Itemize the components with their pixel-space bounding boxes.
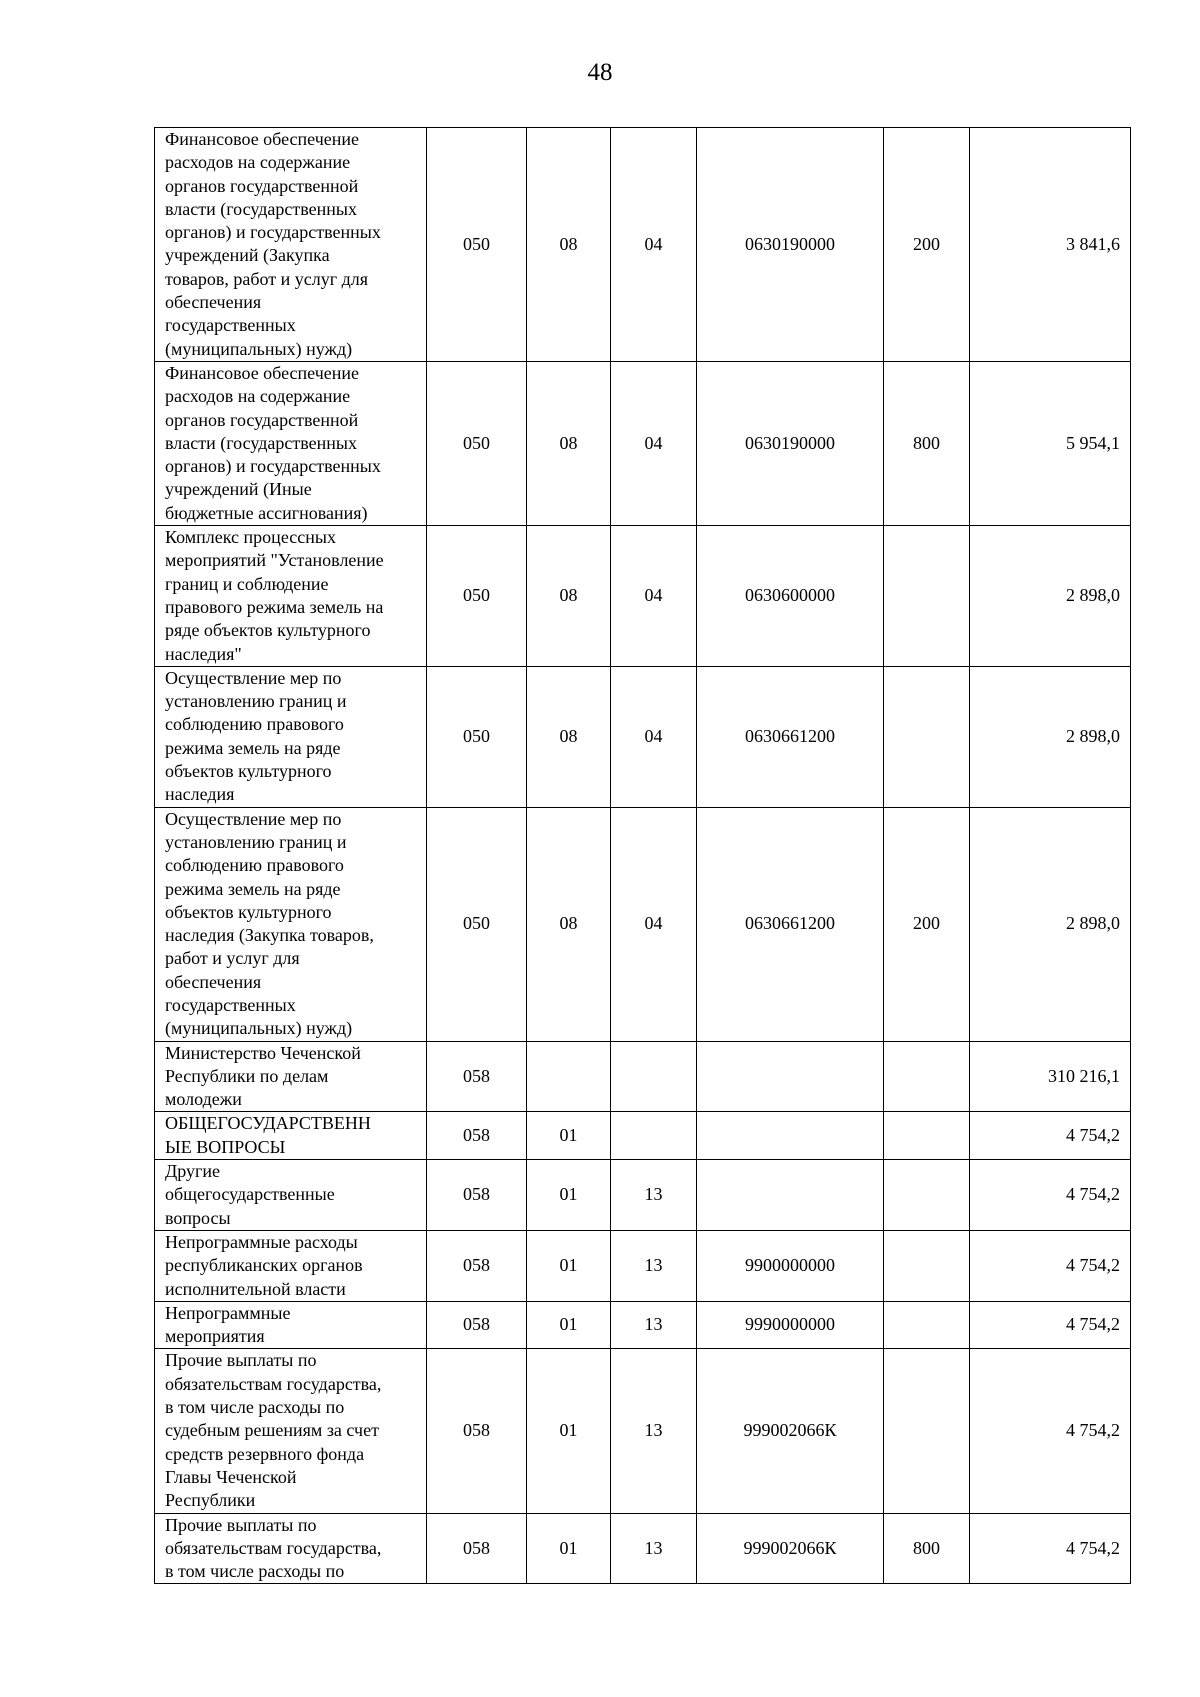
target-article-cell bbox=[697, 1160, 884, 1231]
expense-name-cell: Финансовое обеспечение расходов на содержание органов государственной власти (государственных органов) и государственных учреждений (Иные бюджетные ассигнования) bbox=[155, 361, 427, 525]
target-article-cell: 999002066К bbox=[697, 1513, 884, 1584]
subsection-code-cell: 13 bbox=[611, 1349, 697, 1513]
subsection-code-cell bbox=[611, 1041, 697, 1112]
section-code-cell: 01 bbox=[527, 1301, 611, 1349]
ministry-code-cell: 050 bbox=[427, 361, 527, 525]
sum-cell: 2 898,0 bbox=[970, 807, 1131, 1041]
expense-name-cell: Прочие выплаты по обязательствам государства, в том числе расходы по судебным решениям за счет средств резервного фонда Главы Чеченской Республики bbox=[155, 1349, 427, 1513]
section-code-cell: 08 bbox=[527, 128, 611, 362]
sum-cell: 310 216,1 bbox=[970, 1041, 1131, 1112]
table-row bbox=[155, 666, 1131, 807]
subsection-code-cell: 13 bbox=[611, 1160, 697, 1231]
expense-name-cell: Непрограммные мероприятия bbox=[155, 1301, 427, 1349]
expense-name-cell: ОБЩЕГОСУДАРСТВЕНН ЫЕ ВОПРОСЫ bbox=[155, 1112, 427, 1160]
section-code-cell: 01 bbox=[527, 1230, 611, 1301]
table-row bbox=[155, 807, 1131, 1041]
expense-type-cell bbox=[884, 1041, 970, 1112]
ministry-code-cell: 058 bbox=[427, 1349, 527, 1513]
expense-name-cell: Комплекс процессных мероприятий "Установление границ и соблюдение правового режима земель на ряде объектов культурного наследия" bbox=[155, 526, 427, 667]
target-article-cell: 0630190000 bbox=[697, 128, 884, 362]
section-code-cell: 01 bbox=[527, 1112, 611, 1160]
table-row bbox=[155, 1230, 1131, 1301]
expense-type-cell bbox=[884, 1230, 970, 1301]
expense-type-cell bbox=[884, 1301, 970, 1349]
target-article-cell: 0630661200 bbox=[697, 666, 884, 807]
expense-type-cell bbox=[884, 1349, 970, 1513]
subsection-code-cell: 13 bbox=[611, 1230, 697, 1301]
expense-name-cell: Осуществление мер по установлению границ и соблюдению правового режима земель на ряде объектов культурного наследия (Закупка товаров, работ и услуг для обеспечения государственных (муниципальных) нужд) bbox=[155, 807, 427, 1041]
target-article-cell: 0630600000 bbox=[697, 526, 884, 667]
target-article-cell: 9900000000 bbox=[697, 1230, 884, 1301]
expense-type-cell bbox=[884, 666, 970, 807]
target-article-cell bbox=[697, 1112, 884, 1160]
sum-cell: 2 898,0 bbox=[970, 526, 1131, 667]
section-code-cell: 01 bbox=[527, 1349, 611, 1513]
section-code-cell: 08 bbox=[527, 526, 611, 667]
ministry-code-cell: 058 bbox=[427, 1041, 527, 1112]
expense-name-cell: Прочие выплаты по обязательствам государства, в том числе расходы по bbox=[155, 1513, 427, 1584]
table-row bbox=[155, 1112, 1131, 1160]
target-article-cell: 0630190000 bbox=[697, 361, 884, 525]
ministry-code-cell: 050 bbox=[427, 807, 527, 1041]
target-article-cell: 0630661200 bbox=[697, 807, 884, 1041]
table-row bbox=[155, 526, 1131, 667]
section-code-cell: 08 bbox=[527, 666, 611, 807]
sum-cell: 4 754,2 bbox=[970, 1349, 1131, 1513]
sum-cell: 4 754,2 bbox=[970, 1112, 1131, 1160]
expense-name-cell: Министерство Чеченской Республики по делам молодежи bbox=[155, 1041, 427, 1112]
expense-type-cell bbox=[884, 1160, 970, 1231]
expense-name-cell: Непрограммные расходы республиканских органов исполнительной власти bbox=[155, 1230, 427, 1301]
expense-type-cell: 200 bbox=[884, 807, 970, 1041]
expense-name-cell: Осуществление мер по установлению границ и соблюдению правового режима земель на ряде объектов культурного наследия bbox=[155, 666, 427, 807]
sum-cell: 4 754,2 bbox=[970, 1160, 1131, 1231]
expense-name-cell: Другие общегосударственные вопросы bbox=[155, 1160, 427, 1231]
ministry-code-cell: 050 bbox=[427, 128, 527, 362]
table-row bbox=[155, 1301, 1131, 1349]
table-row bbox=[155, 1349, 1131, 1513]
subsection-code-cell: 04 bbox=[611, 807, 697, 1041]
section-code-cell: 08 bbox=[527, 361, 611, 525]
expense-type-cell: 800 bbox=[884, 361, 970, 525]
ministry-code-cell: 058 bbox=[427, 1230, 527, 1301]
target-article-cell: 9990000000 bbox=[697, 1301, 884, 1349]
table-row bbox=[155, 1041, 1131, 1112]
sum-cell: 4 754,2 bbox=[970, 1230, 1131, 1301]
subsection-code-cell: 04 bbox=[611, 361, 697, 525]
section-code-cell bbox=[527, 1041, 611, 1112]
table-row bbox=[155, 1513, 1131, 1584]
budget-table-body bbox=[155, 128, 1131, 1584]
table-row bbox=[155, 128, 1131, 362]
expense-type-cell: 800 bbox=[884, 1513, 970, 1584]
page-number: 48 bbox=[587, 59, 613, 86]
subsection-code-cell: 13 bbox=[611, 1301, 697, 1349]
table-row bbox=[155, 361, 1131, 525]
subsection-code-cell bbox=[611, 1112, 697, 1160]
sum-cell: 5 954,1 bbox=[970, 361, 1131, 525]
subsection-code-cell: 04 bbox=[611, 666, 697, 807]
section-code-cell: 08 bbox=[527, 807, 611, 1041]
subsection-code-cell: 13 bbox=[611, 1513, 697, 1584]
ministry-code-cell: 058 bbox=[427, 1513, 527, 1584]
sum-cell: 3 841,6 bbox=[970, 128, 1131, 362]
expense-type-cell bbox=[884, 526, 970, 667]
ministry-code-cell: 058 bbox=[427, 1301, 527, 1349]
ministry-code-cell: 050 bbox=[427, 666, 527, 807]
subsection-code-cell: 04 bbox=[611, 526, 697, 667]
sum-cell: 4 754,2 bbox=[970, 1301, 1131, 1349]
ministry-code-cell: 058 bbox=[427, 1112, 527, 1160]
target-article-cell: 999002066К bbox=[697, 1349, 884, 1513]
subsection-code-cell: 04 bbox=[611, 128, 697, 362]
table-row bbox=[155, 1160, 1131, 1231]
sum-cell: 2 898,0 bbox=[970, 666, 1131, 807]
expense-type-cell: 200 bbox=[884, 128, 970, 362]
section-code-cell: 01 bbox=[527, 1513, 611, 1584]
expense-type-cell bbox=[884, 1112, 970, 1160]
budget-table bbox=[154, 127, 1131, 1584]
sum-cell: 4 754,2 bbox=[970, 1513, 1131, 1584]
ministry-code-cell: 050 bbox=[427, 526, 527, 667]
section-code-cell: 01 bbox=[527, 1160, 611, 1231]
expense-name-cell: Финансовое обеспечение расходов на содержание органов государственной власти (государственных органов) и государственных учреждений (Закупка товаров, работ и услуг для обеспечения государственных (муниципальных) нужд) bbox=[155, 128, 427, 362]
target-article-cell bbox=[697, 1041, 884, 1112]
ministry-code-cell: 058 bbox=[427, 1160, 527, 1231]
